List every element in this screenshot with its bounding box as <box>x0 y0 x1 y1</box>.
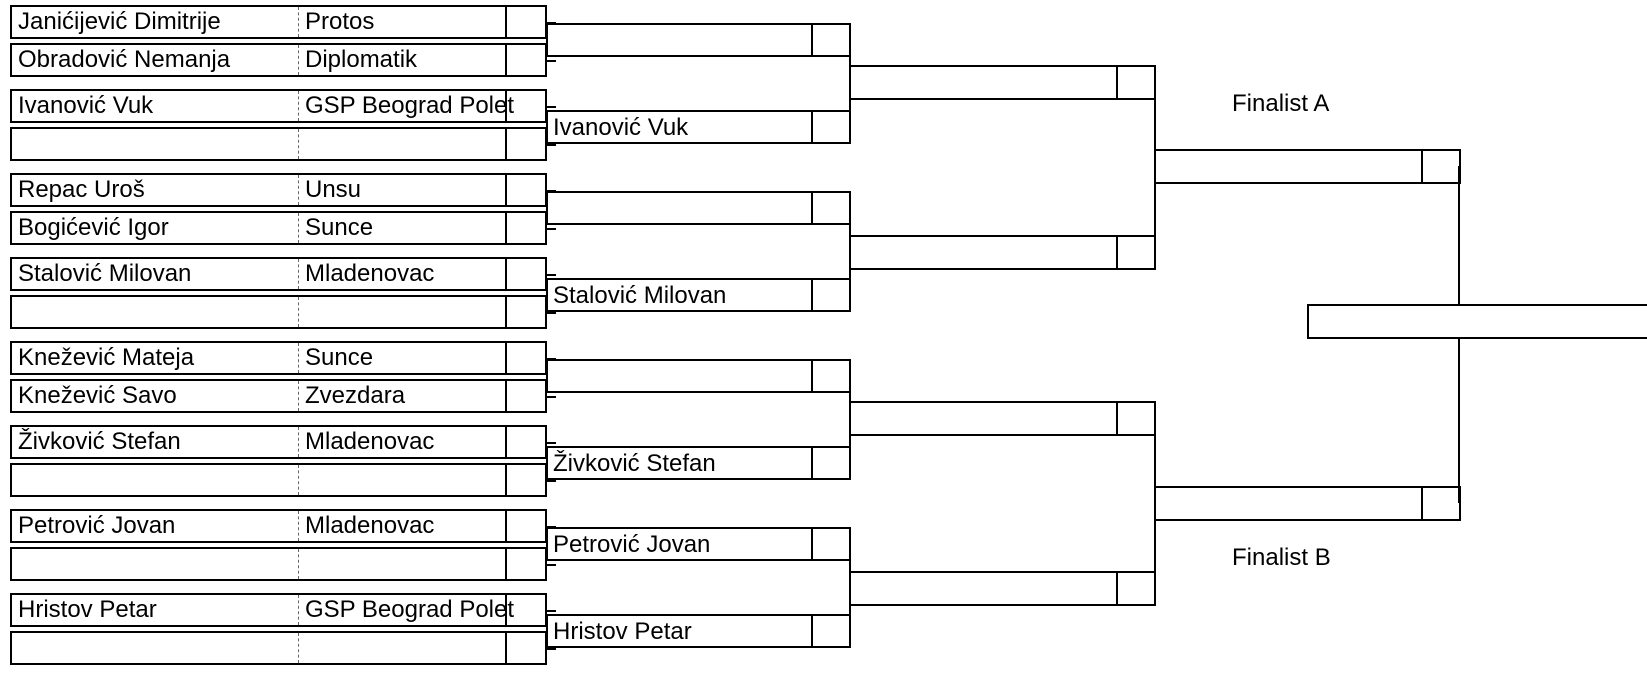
connector <box>546 60 556 62</box>
connector <box>546 526 556 528</box>
column-divider <box>298 427 299 457</box>
connector <box>546 106 556 108</box>
score-cell[interactable] <box>811 193 849 223</box>
column-divider <box>298 511 299 541</box>
player-name: Hristov Petar <box>18 596 157 623</box>
connector <box>546 564 556 566</box>
player-name: Živković Stefan <box>18 428 181 455</box>
player-club: Diplomatik <box>305 46 418 73</box>
connector <box>546 442 556 444</box>
round2-slot[interactable] <box>546 446 851 480</box>
score-cell[interactable] <box>1116 67 1154 98</box>
column-divider <box>298 259 299 289</box>
round3-slot[interactable] <box>849 571 1156 606</box>
connector <box>546 396 556 398</box>
column-divider <box>298 595 299 625</box>
connector <box>546 228 556 230</box>
bracket-connector <box>849 376 851 463</box>
round2-slot[interactable] <box>546 527 851 561</box>
score-cell[interactable] <box>505 633 545 663</box>
score-cell[interactable] <box>811 25 849 55</box>
round2-slot[interactable] <box>546 278 851 312</box>
player-club: Sunce <box>305 344 374 371</box>
player-name: Petrović Jovan <box>18 512 176 539</box>
score-cell[interactable] <box>505 259 545 289</box>
round4-slot[interactable] <box>1154 149 1461 184</box>
player-name: Hristov Petar <box>553 618 692 645</box>
finalist-a-label: Finalist A <box>1232 90 1330 117</box>
player-name: Janićijević Dimitrije <box>18 8 221 35</box>
connector <box>546 648 556 650</box>
column-divider <box>298 129 299 159</box>
player-club: Mladenovac <box>305 512 435 539</box>
bracket-connector <box>1154 418 1156 588</box>
column-divider <box>298 549 299 579</box>
score-cell[interactable] <box>505 7 545 37</box>
player-name: Knežević Mateja <box>18 344 195 371</box>
score-cell[interactable] <box>1421 151 1459 182</box>
connector <box>546 22 556 24</box>
bracket-connector <box>849 208 851 295</box>
round2-slot[interactable] <box>546 191 851 225</box>
connector <box>546 274 556 276</box>
player-club: Mladenovac <box>305 260 435 287</box>
player-name: Petrović Jovan <box>553 531 711 558</box>
score-cell[interactable] <box>505 511 545 541</box>
score-cell[interactable] <box>811 529 849 559</box>
round2-slot[interactable] <box>546 359 851 393</box>
column-divider <box>298 465 299 495</box>
entry-slot[interactable] <box>10 295 547 329</box>
entry-slot[interactable] <box>10 127 547 161</box>
entry-slot[interactable] <box>10 593 547 627</box>
score-cell[interactable] <box>505 549 545 579</box>
connector <box>546 610 556 612</box>
bracket-connector <box>849 544 851 631</box>
player-name: Stalović Milovan <box>553 282 727 309</box>
connector <box>546 358 556 360</box>
column-divider <box>298 91 299 121</box>
player-name: Obradović Nemanja <box>18 46 231 73</box>
score-cell[interactable] <box>1421 488 1459 519</box>
score-cell[interactable] <box>505 91 545 121</box>
column-divider <box>298 213 299 243</box>
player-club: Protos <box>305 8 375 35</box>
score-cell[interactable] <box>811 448 849 478</box>
entry-slot[interactable] <box>10 257 547 291</box>
player-name: Bogićević Igor <box>18 214 169 241</box>
round3-slot[interactable] <box>849 401 1156 436</box>
entry-slot[interactable] <box>10 5 547 39</box>
connector <box>546 480 556 482</box>
score-cell[interactable] <box>811 112 849 142</box>
entry-slot[interactable] <box>10 547 547 581</box>
player-name: Živković Stefan <box>553 450 716 477</box>
player-club: Unsu <box>305 176 362 203</box>
bracket-connector <box>849 40 851 127</box>
entry-slot[interactable] <box>10 173 547 207</box>
score-cell[interactable] <box>1116 237 1154 268</box>
column-divider <box>298 175 299 205</box>
round2-slot[interactable] <box>546 614 851 648</box>
entry-slot[interactable] <box>10 211 547 245</box>
connector <box>546 144 556 146</box>
score-cell[interactable] <box>811 280 849 310</box>
final-winner-slot[interactable] <box>1307 304 1647 339</box>
column-divider <box>298 343 299 373</box>
player-name: Stalović Milovan <box>18 260 192 287</box>
round3-slot[interactable] <box>849 65 1156 100</box>
player-name: Repac Uroš <box>18 176 145 203</box>
player-club: Mladenovac <box>305 428 435 455</box>
entry-slot[interactable] <box>10 341 547 375</box>
score-cell[interactable] <box>505 381 545 411</box>
column-divider <box>298 7 299 37</box>
column-divider <box>298 45 299 75</box>
score-cell[interactable] <box>505 595 545 625</box>
column-divider <box>298 297 299 327</box>
bracket-connector <box>1154 82 1156 252</box>
score-cell[interactable] <box>505 175 545 205</box>
score-cell[interactable] <box>505 45 545 75</box>
score-cell[interactable] <box>505 213 545 243</box>
round2-slot[interactable] <box>546 110 851 144</box>
finalist-b-label: Finalist B <box>1232 544 1331 571</box>
score-cell[interactable] <box>505 465 545 495</box>
score-cell[interactable] <box>505 427 545 457</box>
score-cell[interactable] <box>1116 573 1154 604</box>
score-cell[interactable] <box>505 129 545 159</box>
player-club: GSP Beograd Polet <box>305 92 515 119</box>
entry-slot[interactable] <box>10 631 547 665</box>
round4-slot[interactable] <box>1154 486 1461 521</box>
entry-slot[interactable] <box>10 89 547 123</box>
entry-slot[interactable] <box>10 379 547 413</box>
entry-slot[interactable] <box>10 425 547 459</box>
round2-slot[interactable] <box>546 23 851 57</box>
player-club: GSP Beograd Polet <box>305 596 515 623</box>
score-cell[interactable] <box>1116 403 1154 434</box>
round3-slot[interactable] <box>849 235 1156 270</box>
player-name: Ivanović Vuk <box>18 92 154 119</box>
score-cell[interactable] <box>811 361 849 391</box>
entry-slot[interactable] <box>10 43 547 77</box>
score-cell[interactable] <box>505 343 545 373</box>
column-divider <box>298 381 299 411</box>
column-divider <box>298 633 299 663</box>
player-club: Zvezdara <box>305 382 406 409</box>
score-cell[interactable] <box>811 616 849 646</box>
player-name: Knežević Savo <box>18 382 177 409</box>
player-club: Sunce <box>305 214 374 241</box>
entry-slot[interactable] <box>10 509 547 543</box>
connector <box>546 312 556 314</box>
player-name: Ivanović Vuk <box>553 114 689 141</box>
score-cell[interactable] <box>505 297 545 327</box>
connector <box>546 190 556 192</box>
entry-slot[interactable] <box>10 463 547 497</box>
